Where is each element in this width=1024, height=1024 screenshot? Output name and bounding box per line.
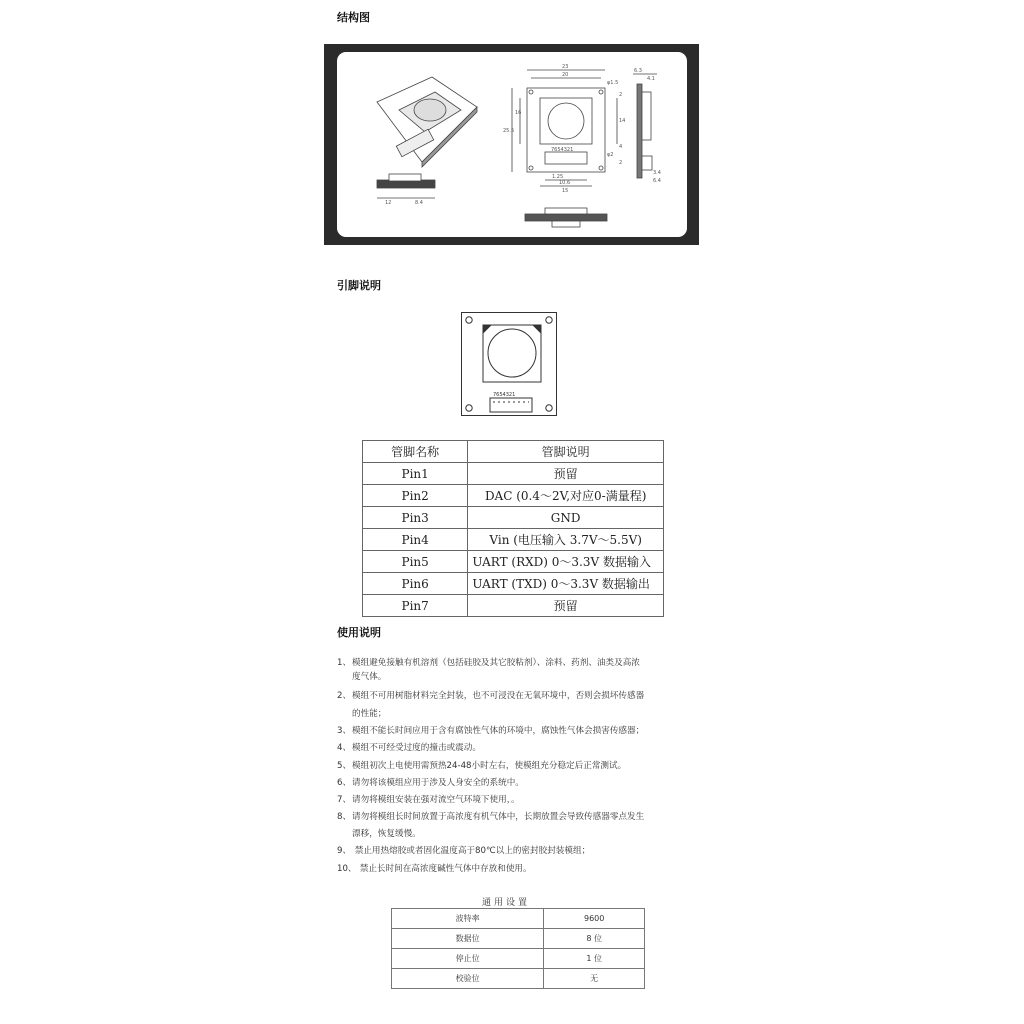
setting-key: 波特率 [392, 909, 544, 929]
table-row [363, 529, 664, 551]
dim-20: 20 [562, 72, 569, 78]
pin-desc: UART (RXD) 0～3.3V 数据输入 [468, 551, 664, 573]
setting-key: 校验位 [392, 969, 544, 989]
table-row [363, 507, 664, 529]
right-side-sensor [642, 92, 651, 140]
note-text: 请勿将该模组应用于涉及人身安全的系统中。 [352, 778, 524, 788]
table-row [363, 463, 664, 485]
dim-14: 14 [619, 118, 626, 124]
note-text: 禁止长时间在高浓度碱性气体中存放和使用。 [357, 864, 532, 874]
note-text: 请勿将模组长时间放置于高浓度有机气体中，长期放置会导致传感器零点发生 [352, 812, 645, 822]
list-item [337, 845, 590, 858]
list-item [337, 777, 524, 790]
structure-heading: 结构图 [337, 11, 370, 24]
note-text: 模组不可经受过度的撞击或震动。 [352, 743, 481, 753]
table-row [363, 485, 664, 507]
connector-pin-numbers: 7654321 [551, 147, 574, 153]
front-hole-bl [529, 166, 533, 170]
setting-key: 停止位 [392, 949, 544, 969]
pin-table-header-row [363, 441, 664, 463]
pin-name: Pin1 [363, 463, 468, 485]
dim-4: 4 [619, 144, 623, 150]
structure-drawing-svg [337, 52, 687, 237]
pin-name: Pin7 [363, 595, 468, 617]
dim-4-1: 4.1 [647, 76, 655, 82]
pin-drawing [461, 312, 557, 416]
front-board [527, 88, 605, 172]
bottom-view-board [525, 214, 607, 221]
setting-key: 数据位 [392, 929, 544, 949]
right-side-connector [642, 156, 652, 170]
note-text: 禁止用热熔胶或者固化温度高于80℃以上的密封胶封装模组； [352, 846, 591, 856]
note-text: 模组初次上电使用需预热24-48小时左右，使模组充分稳定后正常测试。 [352, 761, 627, 771]
usage-heading: 使用说明 [337, 626, 381, 639]
pin-board-outline [462, 313, 557, 416]
note-text: 模组不可用树脂材料完全封装，也不可浸没在无氧环境中，否则会损坏传感器 [352, 691, 645, 701]
dim-23: 23 [562, 64, 569, 70]
note-continuation: 度气体。 [352, 672, 387, 682]
table-row [392, 969, 645, 989]
pin-desc: 预留 [468, 595, 664, 617]
pin-desc: UART (TXD) 0～3.3V 数据输出 [468, 573, 664, 595]
bottom-view-connector [545, 208, 587, 214]
list-item [337, 863, 532, 876]
side-view-connector [389, 174, 421, 181]
front-hole-tl [529, 90, 533, 94]
table-row [392, 929, 645, 949]
pin-connector-numbers: 7654321 [493, 392, 516, 398]
dim-1-25: 1.25 [552, 174, 564, 180]
note-number: 1、 [337, 658, 352, 668]
pin-name: Pin2 [363, 485, 468, 507]
iso-sensor-window [414, 99, 446, 121]
front-sensor-window [548, 103, 584, 139]
note-number: 2、 [337, 691, 352, 701]
dim-25-5: 25.5 [503, 128, 515, 134]
setting-value: 9600 [544, 909, 645, 929]
list-item [337, 725, 644, 738]
list-item [337, 742, 481, 755]
hole-label-2: φ2 [607, 152, 614, 158]
note-number: 4、 [337, 743, 352, 753]
list-item [337, 794, 520, 807]
pin-name: Pin3 [363, 507, 468, 529]
setting-value: 1 位 [544, 949, 645, 969]
list-item [337, 657, 640, 670]
table-row [363, 551, 664, 573]
note-text: 模组避免接触有机溶剂（包括硅胶及其它胶粘剂）、涂料、药剂、油类及高浓 [352, 658, 640, 668]
right-side-board [637, 84, 642, 178]
front-hole-tr [599, 90, 603, 94]
front-connector [545, 152, 587, 164]
pin-desc: GND [468, 507, 664, 529]
pin-table-header-desc: 管脚说明 [468, 441, 664, 463]
bottom-view-sensor [552, 221, 580, 227]
list-item [337, 760, 626, 773]
table-row [363, 573, 664, 595]
dim-3-4: 3.4 [653, 170, 661, 176]
list-item [337, 811, 644, 824]
pin-drawing-svg [461, 312, 557, 416]
pin-desc: 预留 [468, 463, 664, 485]
settings-title: 通用设置 [482, 898, 531, 908]
table-row [363, 595, 664, 617]
pins-heading: 引脚说明 [337, 279, 381, 292]
dim-6-4: 6.4 [653, 178, 661, 184]
dim-15: 15 [562, 188, 569, 194]
pin-name: Pin5 [363, 551, 468, 573]
note-continuation: 漂移，恢复缓慢。 [352, 829, 421, 839]
dim-10-6: 10.6 [559, 180, 571, 186]
pin-table [362, 440, 664, 617]
dim-16: 16 [515, 110, 522, 116]
pin-table-header-name: 管脚名称 [363, 441, 468, 463]
table-row [392, 909, 645, 929]
note-text: 请勿将模组安装在强对流空气环境下使用，。 [352, 795, 520, 805]
dim-8-4: 8.4 [415, 200, 423, 206]
pin-desc: DAC (0.4～2V,对应0-满量程) [468, 485, 664, 507]
table-row [392, 949, 645, 969]
note-number: 10、 [337, 864, 357, 874]
list-item [337, 690, 644, 703]
pin-name: Pin6 [363, 573, 468, 595]
dim-12: 12 [385, 200, 392, 206]
note-number: 5、 [337, 761, 352, 771]
note-number: 3、 [337, 726, 352, 736]
note-text: 模组不能长时间应用于含有腐蚀性气体的环境中，腐蚀性气体会损害传感器； [352, 726, 645, 736]
note-number: 9、 [337, 846, 352, 856]
setting-value: 无 [544, 969, 645, 989]
setting-value: 8 位 [544, 929, 645, 949]
dim-2a: 2 [619, 92, 623, 98]
hole-label-1: φ1.5 [607, 80, 619, 86]
pin-desc: Vin (电压输入 3.7V～5.5V) [468, 529, 664, 551]
note-number: 6、 [337, 778, 352, 788]
note-continuation: 的性能； [352, 709, 387, 719]
note-number: 8、 [337, 812, 352, 822]
dim-2b: 2 [619, 160, 623, 166]
settings-table [391, 908, 645, 989]
front-hole-br [599, 166, 603, 170]
dim-6-3: 6.3 [634, 68, 642, 74]
pin-name: Pin4 [363, 529, 468, 551]
note-number: 7、 [337, 795, 352, 805]
structure-drawing [337, 52, 687, 237]
